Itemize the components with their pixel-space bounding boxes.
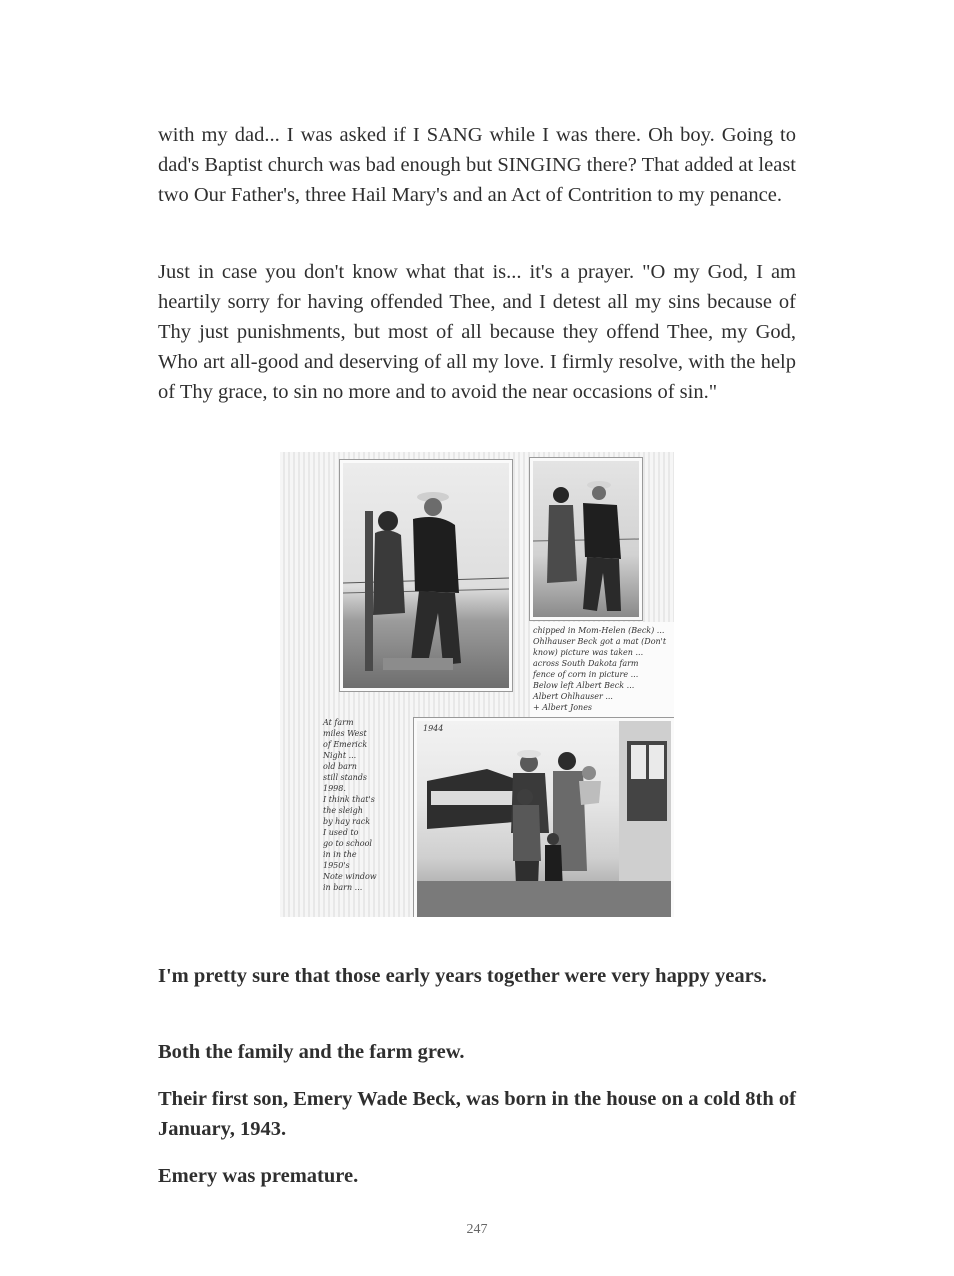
page-number: 247 (466, 1222, 488, 1237)
handwritten-note-right: chipped in Mom-Helen (Beck) ... Ohlhauser Beck got a mat (Don't know) picture was taken ... across South Dakota farm fence of corn in picture ... Below left Albert Beck ... Albert Ohlhauser ... + Albert Jones (530, 622, 674, 724)
couple-figures-icon (533, 461, 639, 617)
paragraph-5: Their first son, Emery Wade Beck, was born in the house on a cold 8th of January, 1943. (158, 1088, 796, 1140)
handwritten-note-left: At farm miles West of Emerick Night ... old barn still stands 1998. I think that's the sleigh by hay rack I used to go to school in in the 1950's Note window in barn ... (323, 718, 377, 892)
couple-figures-icon (343, 463, 509, 688)
scrapbook-photo (280, 452, 674, 917)
paragraph-1: with my dad... I was asked if I SANG while I was there. Oh boy. Going to dad's Baptist church was bad enough but SINGING there? That added at least two Our Father's, three Hail Mary's and an Act of Contrition to my penance. (158, 124, 796, 206)
paragraph-6: Emery was premature. (158, 1165, 359, 1187)
paragraph-4: Both the family and the farm grew. (158, 1041, 465, 1063)
paragraph-3: I'm pretty sure that those early years together were very happy years. (158, 965, 767, 987)
paragraph-2: Just in case you don't know what that is... it's a prayer. "O my God, I am heartily sorry for having offended Thee, and I detest all my sins because of Thy just punishments, but most of all because they offend Thee, my God, Who art all-good and deserving of all my love. I firmly resolve, with the help of Thy grace, to sin no more and to avoid the near occasions of sin." (158, 261, 796, 403)
photo-couple-large (340, 460, 512, 691)
family-figures-icon (417, 721, 671, 917)
photo-year-label: 1944 (423, 724, 444, 733)
photo-couple-small (530, 458, 642, 620)
photo-family-farm (414, 718, 674, 917)
